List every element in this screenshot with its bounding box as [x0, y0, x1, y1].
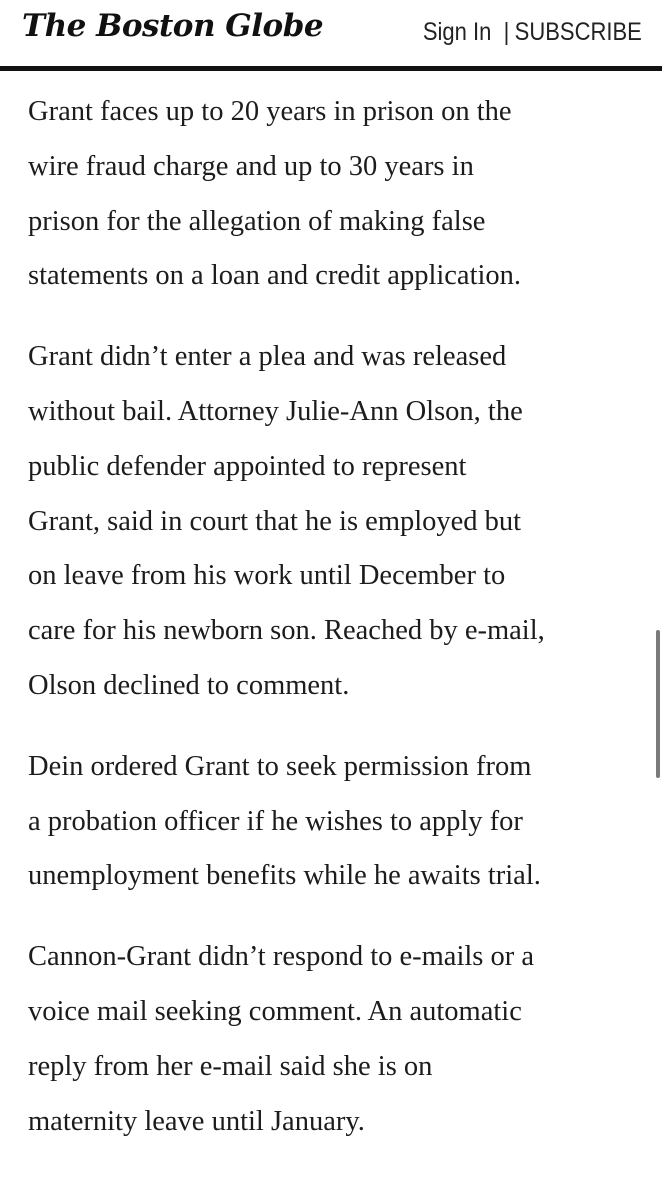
- header-separator: |: [503, 18, 510, 46]
- paragraph-line: wire fraud charge and up to 30 years in: [28, 150, 474, 182]
- scrollbar-thumb[interactable]: [656, 630, 660, 778]
- sign-in-link[interactable]: Sign In: [423, 18, 492, 46]
- paragraph-line: prison for the allegation of making false: [28, 205, 486, 237]
- paragraph-line: a probation officer if he wishes to apply for: [28, 805, 523, 837]
- paragraph-line: maternity leave until January.: [28, 1105, 365, 1137]
- paragraph-line: care for his newborn son. Reached by e-mail,: [28, 615, 545, 647]
- paragraph-line: unemployment benefits while he awaits trial.: [28, 860, 541, 892]
- paragraph-line: statements on a loan and credit application.: [28, 260, 522, 292]
- article-paragraph: [28, 85, 648, 304]
- paragraph-line: on leave from his work until December to: [28, 560, 506, 592]
- site-header: [0, 0, 662, 66]
- paragraph-line: Grant didn’t enter a plea and was released: [28, 341, 507, 373]
- paragraph-line: without bail. Attorney Julie-Ann Olson, the: [28, 395, 523, 427]
- paragraph-line: voice mail seeking comment. An automatic: [28, 995, 522, 1027]
- paragraph-line: Cannon-Grant didn’t respond to e-mails or a: [28, 941, 535, 973]
- header-actions: [423, 18, 642, 47]
- paragraph-line: Grant, said in court that he is employed but: [28, 505, 522, 537]
- paragraph-line: public defender appointed to represent: [28, 450, 467, 482]
- site-logo[interactable]: The Boston Globe: [22, 8, 324, 44]
- subscribe-link[interactable]: SUBSCRIBE: [514, 18, 642, 46]
- paragraph-line: Dein ordered Grant to seek permission from: [28, 750, 532, 782]
- paragraph-line: Grant faces up to 20 years in prison on the: [28, 96, 512, 127]
- article-body: [28, 85, 648, 1175]
- article-paragraph: [28, 930, 648, 1149]
- paragraph-line: reply from her e-mail said she is on: [28, 1050, 433, 1082]
- header-divider: [0, 66, 662, 71]
- article-paragraph: [28, 740, 648, 904]
- paragraph-line: Olson declined to comment.: [28, 669, 350, 701]
- article-paragraph: [28, 330, 648, 714]
